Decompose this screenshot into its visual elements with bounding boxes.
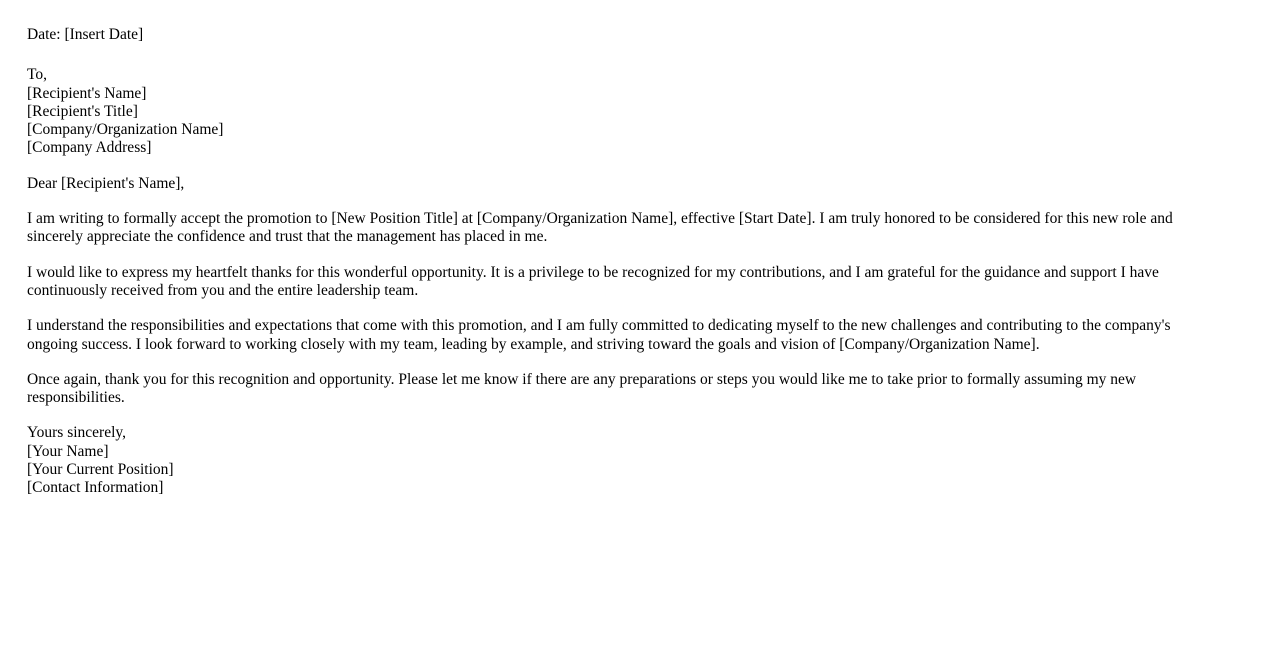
paragraph-2: I would like to express my heartfelt thanks for this wonderful opportunity. It is a privilege to be recognized for my contributions, and I am grateful for the guidance and support I have continuously received from you and the entire leadership team. bbox=[27, 263, 1159, 299]
recipient-title: [Recipient's Title] bbox=[27, 102, 138, 120]
date-text: Date: [Insert Date] bbox=[27, 26, 144, 43]
sender-position: [Your Current Position] bbox=[27, 461, 174, 479]
to-label: To, bbox=[27, 66, 48, 84]
letter-body bbox=[27, 26, 1212, 498]
sender-contact: [Contact Information] bbox=[27, 479, 164, 497]
paragraph-1: I am writing to formally accept the promotion to [New Position Title] at [Company/Organization Name], effective [Start Date]. I am truly honored to be considered for this new role and sincerely appreciate the confidence and trust that the management has placed in me. bbox=[27, 210, 1173, 246]
paragraph-4: Once again, thank you for this recognition and opportunity. Please let me know if there are any preparations or steps you would like me to take prior to formally assuming my new responsibilities. bbox=[27, 370, 1137, 407]
recipient-company: [Company/Organization Name] bbox=[27, 121, 224, 139]
recipient-address: [Company Address] bbox=[27, 139, 152, 157]
recipient-name: [Recipient's Name] bbox=[27, 84, 147, 102]
salutation bbox=[27, 175, 1212, 193]
closing-block bbox=[27, 424, 1212, 497]
recipient-block bbox=[27, 66, 1212, 157]
date-line bbox=[27, 26, 1212, 44]
valediction: Yours sincerely, bbox=[27, 424, 127, 442]
sender-name: [Your Name] bbox=[27, 442, 109, 460]
salutation-text: Dear [Recipient's Name], bbox=[27, 174, 185, 192]
paragraph-3: I understand the responsibilities and expectations that come with this promotion, and I am fully committed to dedicating myself to the new challenges and contributing to the company's ongoing success. I look forward to working closely with my team, leading by example, and striving toward the goals and vision of [Company/Organization Name]. bbox=[27, 317, 1171, 353]
